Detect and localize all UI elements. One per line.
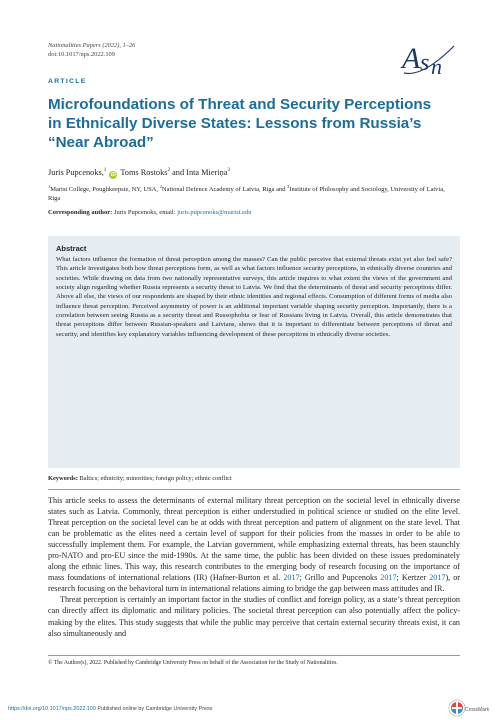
affiliations: [48, 183, 458, 204]
corresponding-label: Corresponding author:: [48, 209, 113, 216]
svg-text:s: s: [420, 50, 430, 76]
keywords-label: Keywords:: [48, 475, 78, 482]
body-text-run: ), or research focusing on the behavioral turn in international relations aiming to bridge the gap between mass attitudes and IR.: [48, 573, 460, 594]
author-name: Toms Rostoks: [120, 167, 168, 177]
page-footer: [0, 698, 504, 720]
orcid-icon[interactable]: iD: [110, 171, 116, 178]
corresponding-text: Juris Pupcenoks, email:: [113, 209, 178, 216]
body-paragraph: Threat perception is certainly an important factor in the studies of conflict and foreign policy, as a state’s threat perception can directly affect its diplomatic and military policies. The societal threat perception can also potentially affect the policy-making by the elites. This study suggests that while the public may perceive that certain external security threats exist, it can also simultaneously and: [48, 595, 460, 638]
abstract-box: [48, 236, 460, 468]
body-text-run: ; Kertzer: [396, 573, 430, 583]
affiliation-text: Institute of Philosophy and Sociology, University of Latvia, Riga: [48, 186, 445, 202]
journal-header: [48, 42, 135, 59]
abstract-text: What factors influence the formation of threat perception among the masses? Can the public perceive that external threats exist yet also feel safe? This article investigates both how threat perceptions form, as well as what factors influence security perceptions, in ethnically diverse countries and societies. While drawing on data from two nationally representative surveys, this article inquires to what extent the views of the government and society align regarding whether Russia represents a security threat to Latvia. We find that the determinants of threat and security perceptions differ. Above all else, the views of our respondents are shaped by their ethnic identities and regional effects. Consumption of different forms of media also influence threat perception. Perceived asymmetry of power is an additional important variable shaping security perception. Importantly, there is a correlation between seeing Russia as a security threat and Russophobia or fear of Russians living in Latvia. Overall, this article demonstrates that threat perceptions differ between Russian-speakers and Latvians, shows that it is important to differentiate between perceptions of threat and security, and identifies key explanatory variables influencing development of these perceptions in ethnically diverse societies.: [56, 256, 452, 338]
author-affiliation-marker: 3: [227, 167, 231, 173]
author-name: Juris Pupcenoks,: [48, 167, 104, 177]
affiliation-marker: 3: [287, 184, 290, 189]
divider: [48, 489, 460, 490]
author-list: [48, 165, 230, 179]
affiliation-text: Marist College, Poughkeepsie, NY, USA,: [50, 186, 160, 194]
author-name: and Inta Mieriņa: [172, 167, 228, 177]
article-type-label: ARTICLE: [48, 78, 87, 85]
affiliation-text: National Defence Academy of Latvia, Riga and: [161, 186, 288, 194]
author-affiliation-marker: 2: [167, 167, 171, 173]
journal-doi: doi:10.1017/nps.2022.109: [48, 50, 115, 58]
footer-published-text: Published online by Cambridge University Press: [95, 706, 213, 712]
author-affiliation-marker: 1: [103, 167, 107, 173]
affiliation-marker: 1: [48, 184, 51, 189]
body-text-run: This article seeks to assess the determinants of external military threat perception on the societal level in ethnically diverse states such as Latvia. Commonly, threat perception is either understudied in political science or studied on the elite level. Threat perception on the societal level can be at odds with threat perception and pattern of alignment on the state level. That can be problematic as the elites need a certain level of support for their policies from the masses in order to be able to successfully implement them. For example, the Latvian government, while emphasizing external threats, has been staunchly pro-NATO and pro-EU since the mid-1990s. At the same time, the public has been divided on these issues predominately along the ethnic lines. This way, this research contributes to the emerging body of research focusing on the importance of mass foundations of international relations (IR) (Hafner-Burton et al.: [48, 496, 460, 583]
citation-link[interactable]: 2017: [380, 573, 397, 583]
body-text-run: ; Grillo and Pupcenoks: [299, 573, 381, 583]
doi-link[interactable]: https://doi.org/10.1017/nps.2022.109: [8, 706, 96, 712]
article-title: Microfoundations of Threat and Security Perceptions in Ethnically Diverse States: Lessons from Russia’s “Near Abroad”: [48, 96, 432, 151]
divider: [48, 655, 460, 656]
svg-text:A: A: [402, 42, 421, 75]
citation-link[interactable]: 2017: [429, 573, 446, 583]
crossmark-label: CrossMark: [465, 707, 490, 713]
journal-name: Nationalities Papers (2022), 1–26: [48, 42, 136, 49]
keywords-text: Baltics; ethnicity; minorities; foreign policy; ethnic conflict: [79, 475, 232, 482]
affiliation-marker: 2: [159, 184, 162, 189]
keywords: [48, 475, 232, 484]
abstract-heading: Abstract: [56, 244, 87, 253]
corresponding-author: [48, 209, 251, 218]
asn-logo: [400, 40, 456, 78]
copyright-notice: © The Author(s), 2022. Published by Cambridge University Press on behalf of the Association for the Study of Nationalities.: [48, 660, 338, 666]
footer-doi: [8, 706, 212, 712]
body-text: [48, 495, 460, 639]
email-link[interactable]: juris.pupcenoks@marist.edu: [177, 209, 252, 216]
body-paragraph: [48, 495, 460, 594]
svg-text:n: n: [431, 54, 442, 78]
citation-link[interactable]: 2017: [283, 573, 300, 583]
